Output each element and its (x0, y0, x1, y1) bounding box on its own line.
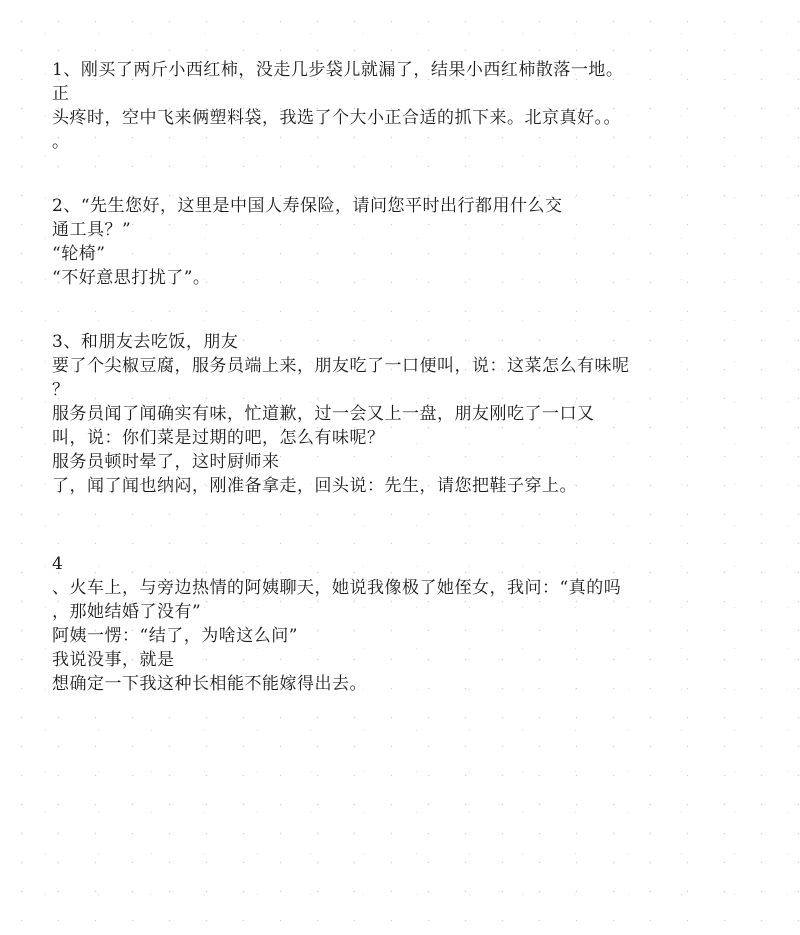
text-line: ？ (52, 380, 70, 400)
joke-1 (52, 58, 752, 154)
text-line: 通工具？” (52, 220, 132, 240)
text-line: “轮椅” (52, 244, 106, 264)
text-line: 1、刚买了两斤小西红柿，没走几步袋儿就漏了，结果小西红柿散落一地。 (52, 60, 624, 80)
text-line: 2、“先生您好，这里是中国人寿保险，请问您平时出行都用什么交 (52, 196, 563, 216)
document-body (52, 58, 752, 696)
text-line: 了，闻了闻也纳闷，刚准备拿走，回头说：先生，请您把鞋子穿上。 (52, 476, 577, 496)
text-line: “不好意思打扰了”。 (52, 268, 211, 288)
text-line: 、火车上，与旁边热情的阿姨聊天，她说我像极了她侄女，我问：“真的吗 (52, 578, 622, 598)
joke-2 (52, 194, 752, 290)
text-line: 服务员闻了闻确实有味，忙道歉，过一会又上一盘，朋友刚吃了一口又 (52, 404, 595, 424)
text-line: 阿姨一愣：“结了，为啥这么问” (52, 626, 298, 646)
text-line: 4 (52, 554, 64, 574)
paragraph-gap (52, 154, 752, 194)
text-line: 叫，说：你们菜是过期的吧，怎么有味呢？ (52, 428, 385, 448)
text-line: 3、和朋友去吃饭，朋友 (52, 332, 239, 352)
paragraph-gap (52, 498, 752, 552)
text-line: 要了个尖椒豆腐，服务员端上来，朋友吃了一口便叫，说：这菜怎么有味呢 (52, 356, 630, 376)
text-line: 我说没事，就是 (52, 650, 175, 670)
text-line: 。 (52, 132, 70, 152)
text-line: 服务员顿时晕了，这时厨师来 (52, 452, 280, 472)
joke-3 (52, 330, 752, 498)
joke-4 (52, 552, 752, 696)
paragraph-gap (52, 290, 752, 330)
text-line: 想确定一下我这种长相能不能嫁得出去。 (52, 674, 367, 694)
text-line: ，那她结婚了没有” (52, 602, 202, 622)
text-line: 头疼时，空中飞来俩塑料袋，我选了个大小正合适的抓下来。北京真好。。 (52, 108, 621, 128)
text-line: 正 (52, 84, 70, 104)
